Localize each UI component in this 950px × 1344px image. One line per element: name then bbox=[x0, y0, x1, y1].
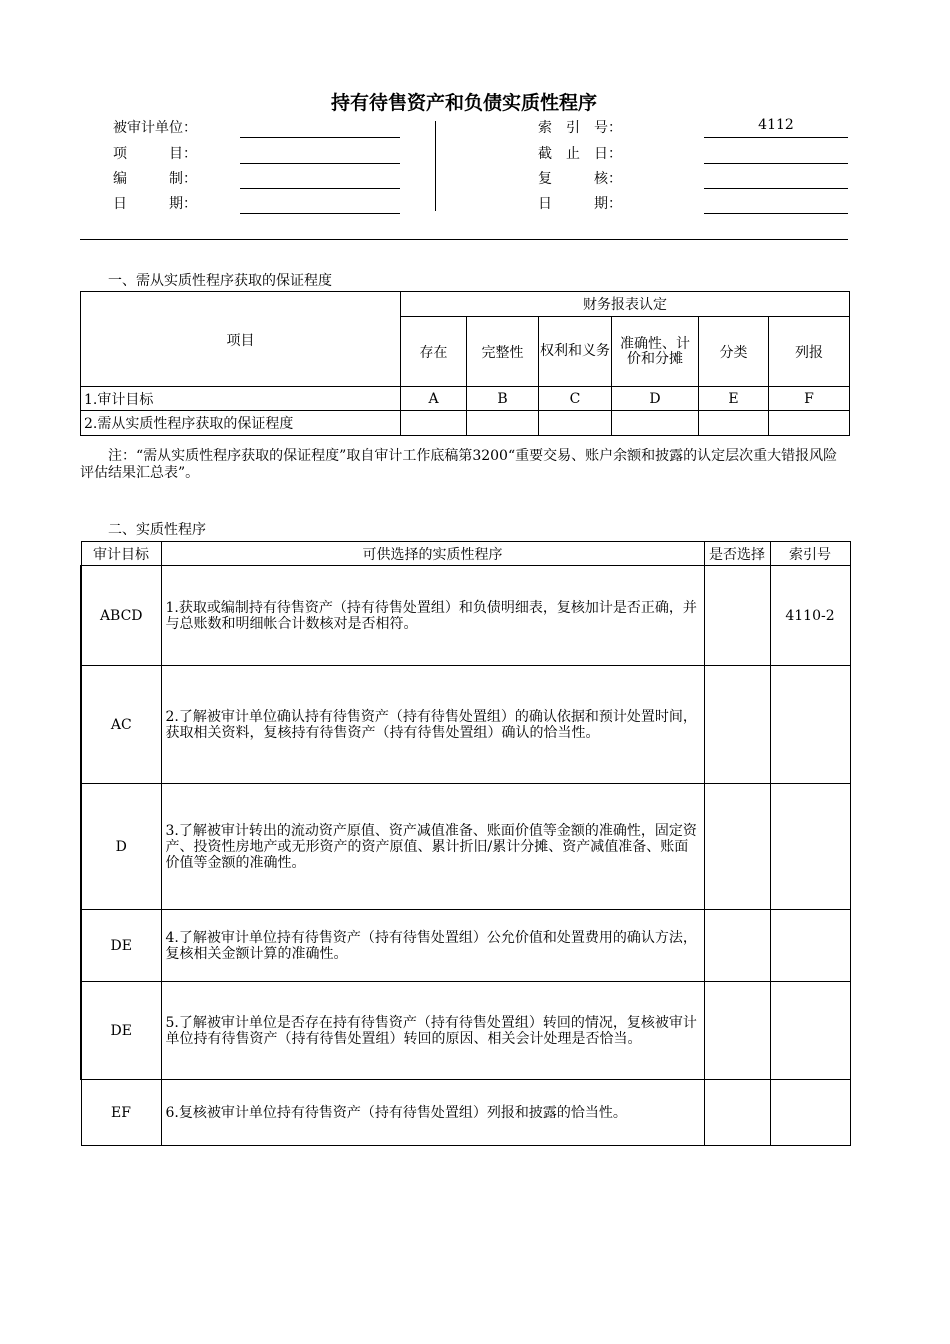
procedure-text: 1.获取或编制持有待售资产（持有待售处置组）和负债明细表，复核加计是否正确，并与总账数和明细帐合计数核对是否相符。 bbox=[161, 566, 704, 666]
assertion-col-header: 存在 bbox=[401, 317, 467, 387]
header-label-cutoff: 截 止 日： bbox=[538, 146, 622, 162]
assertion-cell: C bbox=[539, 387, 612, 411]
procedure-table bbox=[80, 541, 851, 1146]
header-label-date-left: 日 期： bbox=[113, 196, 197, 212]
procedure-selected-cell[interactable] bbox=[704, 566, 770, 666]
table-row bbox=[81, 1080, 850, 1146]
assertion-row-label: 1.审计目标 bbox=[81, 387, 401, 411]
procedure-selected-cell[interactable] bbox=[704, 1080, 770, 1146]
assertion-table bbox=[80, 291, 850, 436]
procedure-index-cell[interactable] bbox=[770, 910, 850, 982]
table-row bbox=[81, 982, 850, 1080]
header-label-prepared: 编 制： bbox=[113, 171, 197, 187]
procedure-selected-cell[interactable] bbox=[704, 666, 770, 784]
procedure-objective: D bbox=[81, 784, 161, 910]
header-rule bbox=[80, 239, 848, 240]
header-field-date-left[interactable] bbox=[240, 213, 400, 214]
assurance-cell[interactable] bbox=[769, 411, 850, 436]
section2-heading: 二、实质性程序 bbox=[108, 522, 206, 538]
assertion-cell: A bbox=[401, 387, 467, 411]
section1-note: 注：“需从实质性程序获取的保证程度”取自审计工作底稿第3200“重要交易、账户余额和披露的认定层次重大错报风险评估结果汇总表”。 bbox=[80, 448, 838, 481]
header-field-prepared[interactable] bbox=[240, 188, 400, 189]
procedure-objective: DE bbox=[81, 910, 161, 982]
assurance-cell[interactable] bbox=[401, 411, 467, 436]
header-field-cutoff[interactable] bbox=[704, 163, 848, 164]
assertion-col-header: 列报 bbox=[769, 317, 850, 387]
header-label-review: 复 核： bbox=[538, 171, 622, 187]
procedure-text: 5.了解被审计单位是否存在持有待售资产（持有待售处置组）转回的情况，复核被审计单位持有待售资产（持有待售处置组）转回的原因、相关会计处理是否恰当。 bbox=[161, 982, 704, 1080]
procedure-col-header: 可供选择的实质性程序 bbox=[161, 542, 704, 566]
table-row bbox=[81, 784, 850, 910]
procedure-text: 4.了解被审计单位持有待售资产（持有待售处置组）公允价值和处置费用的确认方法，复核相关金额计算的准确性。 bbox=[161, 910, 704, 982]
procedure-index-cell[interactable] bbox=[770, 666, 850, 784]
table-row bbox=[81, 666, 850, 784]
table-row bbox=[81, 566, 850, 666]
header-label-index: 索 引 号： bbox=[538, 120, 622, 136]
assurance-cell[interactable] bbox=[699, 411, 769, 436]
assertion-col-header: 完整性 bbox=[467, 317, 539, 387]
procedure-selected-cell[interactable] bbox=[704, 910, 770, 982]
table-row bbox=[81, 910, 850, 982]
procedure-objective: AC bbox=[81, 666, 161, 784]
header-label-project: 项 目： bbox=[113, 146, 197, 162]
procedure-selected-cell[interactable] bbox=[704, 784, 770, 910]
procedure-index-cell[interactable] bbox=[770, 982, 850, 1080]
assertion-cell: D bbox=[612, 387, 699, 411]
assertion-item-header: 项目 bbox=[81, 292, 401, 387]
assertion-col-header: 分类 bbox=[699, 317, 769, 387]
header-field-date-right[interactable] bbox=[704, 213, 848, 214]
header-divider bbox=[435, 121, 436, 211]
procedure-text: 6.复核被审计单位持有待售资产（持有待售处置组）列报和披露的恰当性。 bbox=[161, 1080, 704, 1146]
procedure-index-cell[interactable]: 4110-2 bbox=[770, 566, 850, 666]
procedure-text: 2.了解被审计单位确认持有待售资产（持有待售处置组）的确认依据和预计处置时间，获取相关资料，复核持有待售资产（持有待售处置组）确认的恰当性。 bbox=[161, 666, 704, 784]
assurance-cell[interactable] bbox=[539, 411, 612, 436]
header-field-index[interactable] bbox=[704, 137, 848, 138]
header-field-entity[interactable] bbox=[240, 137, 400, 138]
header-field-review[interactable] bbox=[704, 188, 848, 189]
assurance-cell[interactable] bbox=[612, 411, 699, 436]
assertion-cell: F bbox=[769, 387, 850, 411]
assertion-cell: B bbox=[467, 387, 539, 411]
procedure-objective: DE bbox=[81, 982, 161, 1080]
procedure-col-header: 审计目标 bbox=[81, 542, 161, 566]
procedure-col-header: 是否选择 bbox=[704, 542, 770, 566]
page-title: 持有待售资产和负债实质性程序 bbox=[330, 92, 597, 114]
header-value-index: 4112 bbox=[758, 117, 794, 133]
assertion-row-label: 2.需从实质性程序获取的保证程度 bbox=[81, 411, 401, 436]
section1-heading: 一、需从实质性程序获取的保证程度 bbox=[108, 273, 332, 289]
header-label-date-right: 日 期： bbox=[538, 196, 622, 212]
assurance-cell[interactable] bbox=[467, 411, 539, 436]
assertion-col-header: 准确性、计价和分摊 bbox=[612, 317, 699, 387]
header-field-project[interactable] bbox=[240, 163, 400, 164]
procedure-objective: ABCD bbox=[81, 566, 161, 666]
procedure-index-cell[interactable] bbox=[770, 784, 850, 910]
procedure-selected-cell[interactable] bbox=[704, 982, 770, 1080]
procedure-text: 3.了解被审计转出的流动资产原值、资产减值准备、账面价值等金额的准确性，固定资产、投资性房地产或无形资产的资产原值、累计折旧/累计分摊、资产减值准备、账面价值等金额的准确性。 bbox=[161, 784, 704, 910]
procedure-index-cell[interactable] bbox=[770, 1080, 850, 1146]
header-label-entity: 被审计单位： bbox=[113, 120, 197, 136]
assertion-cell: E bbox=[699, 387, 769, 411]
procedure-col-header: 索引号 bbox=[770, 542, 850, 566]
procedure-objective: EF bbox=[81, 1080, 161, 1146]
assertion-col-header: 权利和义务 bbox=[539, 317, 612, 387]
assertion-group-header: 财务报表认定 bbox=[401, 292, 850, 317]
